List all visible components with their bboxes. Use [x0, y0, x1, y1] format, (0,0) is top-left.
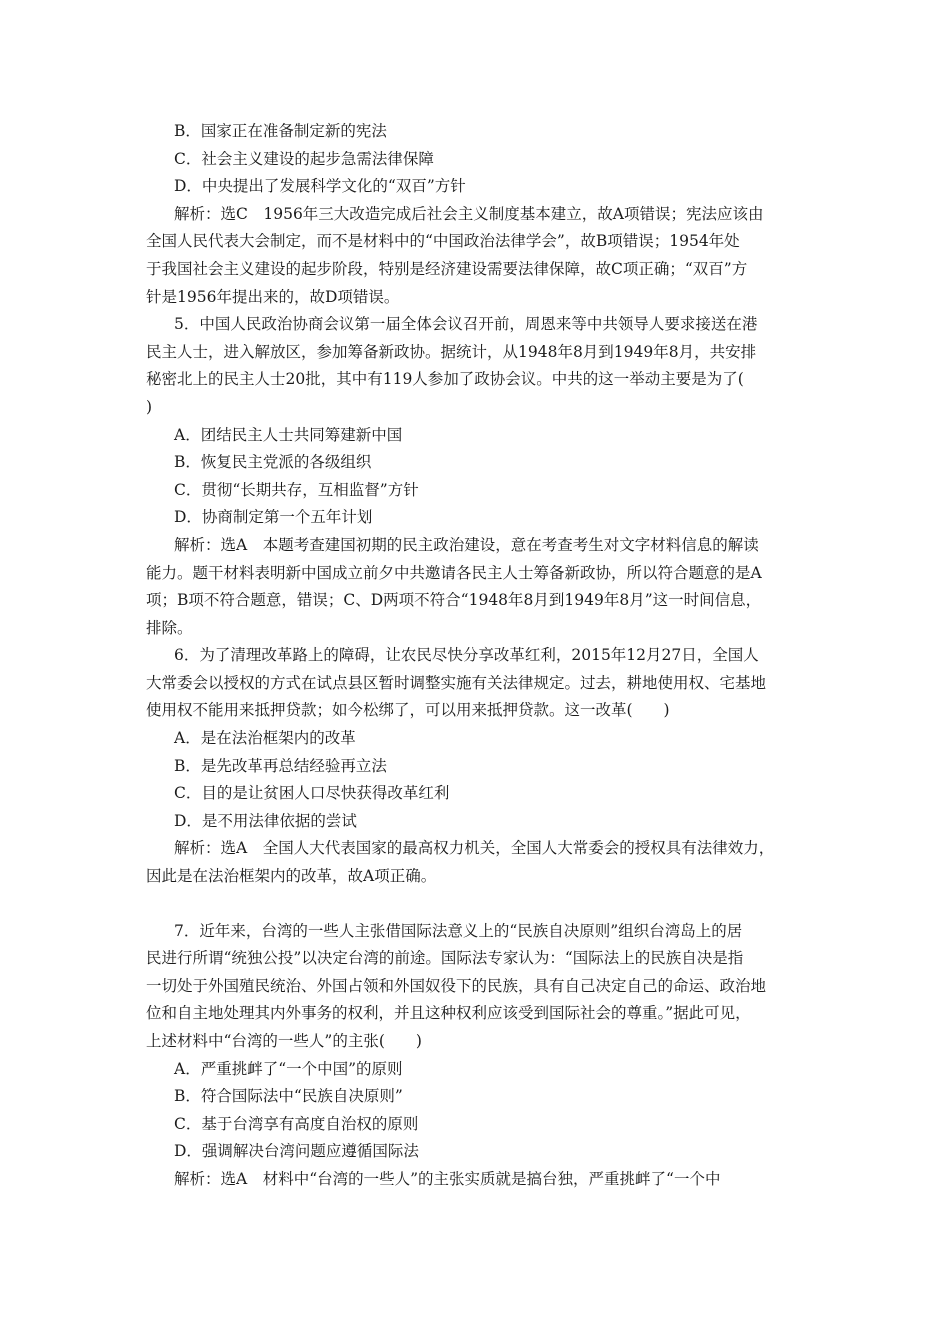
question-7-text: 民进行所谓“统独公投”以决定台湾的前途。国际法专家认为：“国际法上的民族自决是指 [146, 949, 744, 968]
option-c: C．社会主义建设的起步急需法律保障 [174, 149, 434, 168]
analysis-text: 解析：选A 材料中“台湾的一些人”的主张实质就是搞台独，严重挑衅了“一个中 [174, 1169, 721, 1188]
question-5-text: 民主人士，进入解放区，参加筹备新政协。据统计，从1948年8月到1949年8月，共安排 [146, 342, 757, 361]
analysis-text: 排除。 [146, 618, 193, 637]
option-a: A．团结民主人士共同筹建新中国 [174, 425, 403, 444]
question-5-text: ) [146, 397, 153, 416]
question-7-text: 一切处于外国殖民统治、外国占领和外国奴役下的民族，具有自己决定自己的命运、政治地 [146, 976, 767, 995]
option-b: B．恢复民主党派的各级组织 [174, 453, 372, 472]
analysis-text: 解析：选A 本题考查建国初期的民主政治建设，意在考查考生对文字材料信息的解读 [174, 535, 759, 554]
option-c: C．基于台湾享有高度自治权的原则 [174, 1114, 419, 1133]
analysis-text: 项；B项不符合题意，错误；C、D两项不符合“1948年8月到1949年8月”这一时间信息， [146, 591, 762, 610]
question-7-text: 7．近年来，台湾的一些人主张借国际法意义上的“民族自决原则”组织台湾岛上的居 [174, 921, 743, 940]
option-b: B．国家正在准备制定新的宪法 [174, 122, 387, 140]
analysis-text: 因此是在法治框架内的改革，故A项正确。 [146, 867, 437, 886]
section-gap [146, 891, 818, 918]
option-d: D．是不用法律依据的尝试 [174, 811, 357, 830]
question-7-text: 位和自主地处理其内外事务的权利，并且这种权利应该受到国际社会的尊重。”据此可见， [146, 1004, 751, 1023]
question-7-text: 上述材料中“台湾的一些人”的主张( ) [146, 1032, 422, 1050]
question-6-text: 大常委会以授权的方式在试点县区暂时调整实施有关法律规定。过去，耕地使用权、宅基地 [146, 673, 767, 692]
option-c: C．目的是让贫困人口尽快获得改革红利 [174, 784, 450, 803]
option-a: A．严重挑衅了“一个中国”的原则 [174, 1059, 403, 1078]
analysis-text: 解析：选A 全国人大代表国家的最高权力机关，全国人大常委会的授权具有法律效力， [174, 839, 775, 858]
question-6-text: 使用权不能用来抵押贷款；如今松绑了，可以用来抵押贷款。这一改革( ) [146, 701, 670, 720]
option-d: D．协商制定第一个五年计划 [174, 508, 373, 527]
analysis-text: 能力。题干材料表明新中国成立前夕中共邀请各民主人士筹备新政协，所以符合题意的是A [146, 563, 762, 582]
option-a: A．是在法治框架内的改革 [174, 729, 356, 748]
option-c: C．贯彻“长期共存，互相监督”方针 [174, 480, 419, 499]
question-5-text: 5．中国人民政治协商会议第一届全体会议召开前，周恩来等中共领导人要求接送在港 [174, 315, 758, 334]
option-b: B．是先改革再总结经验再立法 [174, 756, 387, 775]
document-page [146, 118, 818, 1194]
analysis-text: 解析：选C 1956年三大改造完成后社会主义制度基本建立，故A项错误；宪法应该由 [174, 204, 764, 223]
option-b: B．符合国际法中“民族自决原则” [174, 1087, 403, 1106]
option-d: D．强调解决台湾问题应遵循国际法 [174, 1142, 419, 1161]
analysis-text: 全国人民代表大会制定，而不是材料中的“中国政治法律学会”，故B项错误；1954年处 [146, 232, 740, 251]
question-5-text: 秘密北上的民主人士20批，其中有119人参加了政协会议。中共的这一举动主要是为了( [146, 370, 744, 389]
option-d: D．中央提出了发展科学文化的“双百”方针 [174, 177, 466, 196]
analysis-text: 针是1956年提出来的，故D项错误。 [146, 287, 400, 306]
question-6-text: 6．为了清理改革路上的障碍，让农民尽快分享改革红利，2015年12月27日，全国人 [174, 646, 759, 665]
analysis-text: 于我国社会主义建设的起步阶段，特别是经济建设需要法律保障，故C项正确；“双百”方 [146, 259, 748, 278]
